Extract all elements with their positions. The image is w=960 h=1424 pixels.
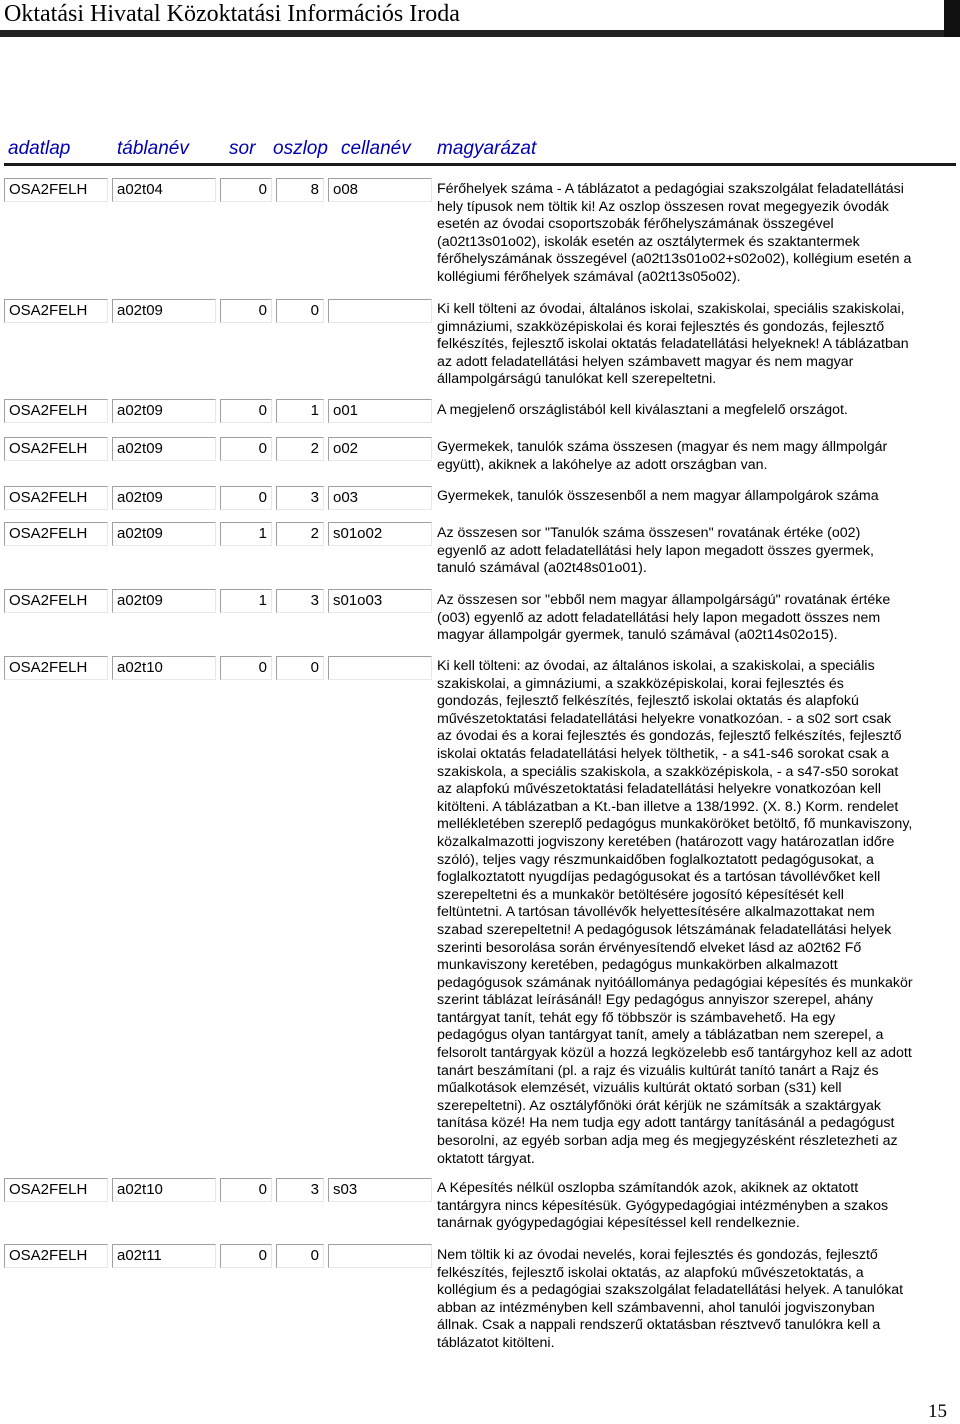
cell-magyarazat: Férőhelyek száma - A táblázatot a pedagógiai szakszolgálat feladatellátási hely típusok nem töltik ki! Az oszlop összesen rovat megegyezik óvodák esetén az óvodai csoportszobák férőhelyszámának összegével (a02t13s01o02), iskolák esetén az osztálytermek és szaktantermek férőhelyszámának összegével (a02t13s01o02+s02o02), kollégium esetén a kollégiumi férőhelyek számával (a02t13s05o02). (437, 181, 912, 285)
page-header-title: Oktatási Hivatal Közoktatási Információs Iroda (4, 1, 460, 27)
cell-oszlop: 8 (276, 178, 324, 202)
cell-adatlap: OSA2FELH (4, 589, 108, 613)
cell-oszlop: 0 (276, 656, 324, 680)
cell-magyarazat: Az összesen sor "ebből nem magyar állampolgárságú" rovatának értéke (o03) egyenlő az adott feladatellátási hely lapon megadott összes nem magyar állampolgár gyermek, tanuló számával (a02t14s02o15). (437, 592, 891, 644)
cell-sor: 0 (220, 486, 272, 510)
cell-oszlop: 0 (276, 1244, 324, 1268)
cell-adatlap: OSA2FELH (4, 1244, 108, 1268)
cell-cellanev: o08 (328, 178, 432, 202)
cell-tablanev: a02t10 (112, 656, 216, 680)
cell-cellanev: s01o03 (328, 589, 432, 613)
cell-magyarazat: A Képesítés nélkül oszlopba számítandók azok, akiknek az oktatott tantárgyra nincs képesítésük. Gyógypedagógiai intézményben a szakos tanárnak gyógypedagógiai képesítéssel kell rendelkeznie. (437, 1180, 889, 1232)
cell-oszlop: 1 (276, 399, 324, 423)
column-header-oszlop: oszlop (273, 138, 328, 159)
cell-adatlap: OSA2FELH (4, 399, 108, 423)
cell-magyarazat: Gyermekek, tanulók összesenből a nem magyar állampolgárok száma (437, 488, 879, 504)
column-header-sor: sor (229, 138, 256, 159)
cell-magyarazat: A megjelenő országlistából kell kiválasztani a megfelelő országot. (437, 402, 848, 418)
cell-magyarazat: Gyermekek, tanulók száma összesen (magyar és nem magy állmpolgár együtt), akiknek a lakóhelye az adott országban van. (437, 439, 888, 473)
cell-sor: 0 (220, 656, 272, 680)
column-header-tablanev: táblanév (117, 138, 189, 159)
cell-sor: 0 (220, 437, 272, 461)
cell-magyarazat: Ki kell tölteni az óvodai, általános iskolai, szakiskolai, speciális szakiskolai, gimnáziumi, szakközépiskolai és korai fejlesztés és gondozás, fejlesztő felkészítés, fejlesztő iskolai oktatás feladatellátási helyeknek! A táblázatban az adott feladatellátási helyen számbavett magyar és nem magyar állampolgárságú tanulókat kell szerepeltetni. (437, 301, 909, 388)
cell-oszlop: 0 (276, 299, 324, 323)
cell-tablanev: a02t04 (112, 178, 216, 202)
cell-tablanev: a02t09 (112, 437, 216, 461)
column-header-adatlap: adatlap (8, 138, 71, 159)
cell-adatlap: OSA2FELH (4, 522, 108, 546)
cell-cellanev: o01 (328, 399, 432, 423)
cell-sor: 0 (220, 1244, 272, 1268)
cell-adatlap: OSA2FELH (4, 486, 108, 510)
cell-sor: 0 (220, 1178, 272, 1202)
cell-tablanev: a02t09 (112, 486, 216, 510)
cell-adatlap: OSA2FELH (4, 437, 108, 461)
cell-magyarazat: Ki kell tölteni: az óvodai, az általános iskolai, a szakiskolai, a speciális szakiskolai, a gimnáziumi, a szakközépiskolai, korai fejlesztés és gondozás, fejlesztő felkészítés, fejlesztő iskolai oktatás és alapfokú művészetoktatási feladatellátási helyekre vonatkozóan. - a s02 sort csak az óvodai és a korai fejlesztés és gondozás, fejlesztő felkészítés, fejlesztő iskolai oktatás feladatellátási helyek tölthetik, - a s41-s46 sorokat csak a szakiskola, a speciális szakiskola, a szakközépiskola, - a s47-s50 sorokat az alapfokú művészetoktatási feladatellátási helyekre vonatkozóan kell kitölteni. A táblázatban a Kt.-ban illetve a 138/1992. (X. 8.) Korm. rendelet mellékletében szereplő pedagógus munkaköröket betöltő, fő munkaviszony, közalkalmazotti jogviszony keretében (határozott vagy határozatlan időre szóló), teljes vagy részmunkaidőben foglalkoztatott pedagógusokat, a foglalkoztatott nyugdíjas pedagógusokat és a tartósan távollévőket kell szerepeltetni és a munkakör betöltésére jogosító képesítését kell feltüntetni. A tartósan távollévők helyettesítésére alkalmazottakat nem szabad szerepeltetni! A pedagógusok létszámának feladatellátási helyek szerinti besorolása során érvényesítendő elveket lásd az a02t62 Fő munkaviszony keretében, pedagógus munkakörben alkalmazott pedagógusok számának nyitóállománya pedagógiai képesítés és munkakör szerint táblázat leírásánál! Egy pedagógus annyiszor szerepel, ahány tantárgyat tanít, tehát egy fő többször is számbavehető. Ha egy pedagógus olyan tantárgyat tanít, amely a táblázatban nem szerepel, a felsorolt tantárgyak közül a hozzá legközelebb eső tantárgyhoz kell az adott tanárt beszámítani (pl. a rajz és vizuális kultúrát tanító tanárt a Rajz és műalkotások elemzését, vizuális kultúrát oktató sorban (s31) kell szerepeltetni). Az osztályfőnöki órát kérjük ne számítsák a szaktárgyak tanítása közé! Ha nem tudja egy adott tantárgy tanításánál a pedagógust besorolni, az egyéb sorban adja meg és megjegyzésként részletezheti az oktatott tárgyat. (437, 658, 913, 1167)
cell-tablanev: a02t09 (112, 399, 216, 423)
cell-tablanev: a02t09 (112, 299, 216, 323)
cell-oszlop: 2 (276, 522, 324, 546)
cell-oszlop: 3 (276, 1178, 324, 1202)
cell-cellanev: o02 (328, 437, 432, 461)
cell-tablanev: a02t10 (112, 1178, 216, 1202)
cell-oszlop: 3 (276, 589, 324, 613)
cell-tablanev: a02t11 (112, 1244, 216, 1268)
cell-sor: 0 (220, 299, 272, 323)
column-header-cellanev: cellanév (341, 138, 411, 159)
cell-adatlap: OSA2FELH (4, 178, 108, 202)
cell-cellanev (328, 656, 432, 680)
cell-magyarazat: Az összesen sor "Tanulók száma összesen" rovatának értéke (o02) egyenlő az adott feladatellátási hely lapon megadott összes gyermek, tanuló számával (a02t48s01o01). (437, 525, 874, 577)
cell-cellanev (328, 299, 432, 323)
cell-cellanev: s03 (328, 1178, 432, 1202)
page-number: 15 (928, 1401, 947, 1422)
cell-adatlap: OSA2FELH (4, 299, 108, 323)
column-header-divider (4, 163, 956, 166)
cell-cellanev: s01o02 (328, 522, 432, 546)
cell-sor: 1 (220, 589, 272, 613)
cell-cellanev (328, 1244, 432, 1268)
cell-sor: 0 (220, 399, 272, 423)
cell-tablanev: a02t09 (112, 589, 216, 613)
cell-oszlop: 2 (276, 437, 324, 461)
header-corner-block (944, 0, 960, 37)
cell-cellanev: o03 (328, 486, 432, 510)
cell-adatlap: OSA2FELH (4, 1178, 108, 1202)
header-divider (0, 30, 944, 37)
cell-magyarazat: Nem töltik ki az óvodai nevelés, korai fejlesztés és gondozás, fejlesztő felkészítés, fejlesztő iskolai oktatás, az alapfokú művészetoktatás, a kollégium és a pedagógiai szakszolgálat feladatellátási helyek. A tanulókat abban az intézményben kell számbavenni, ahol tanulói jogviszonyban állnak. Csak a nappali rendszerű oktatásban résztvevő tanulókra kell a táblázatot kitölteni. (437, 1247, 904, 1351)
cell-sor: 1 (220, 522, 272, 546)
cell-sor: 0 (220, 178, 272, 202)
column-header-magyarazat: magyarázat (437, 138, 537, 159)
cell-oszlop: 3 (276, 486, 324, 510)
cell-tablanev: a02t09 (112, 522, 216, 546)
cell-adatlap: OSA2FELH (4, 656, 108, 680)
